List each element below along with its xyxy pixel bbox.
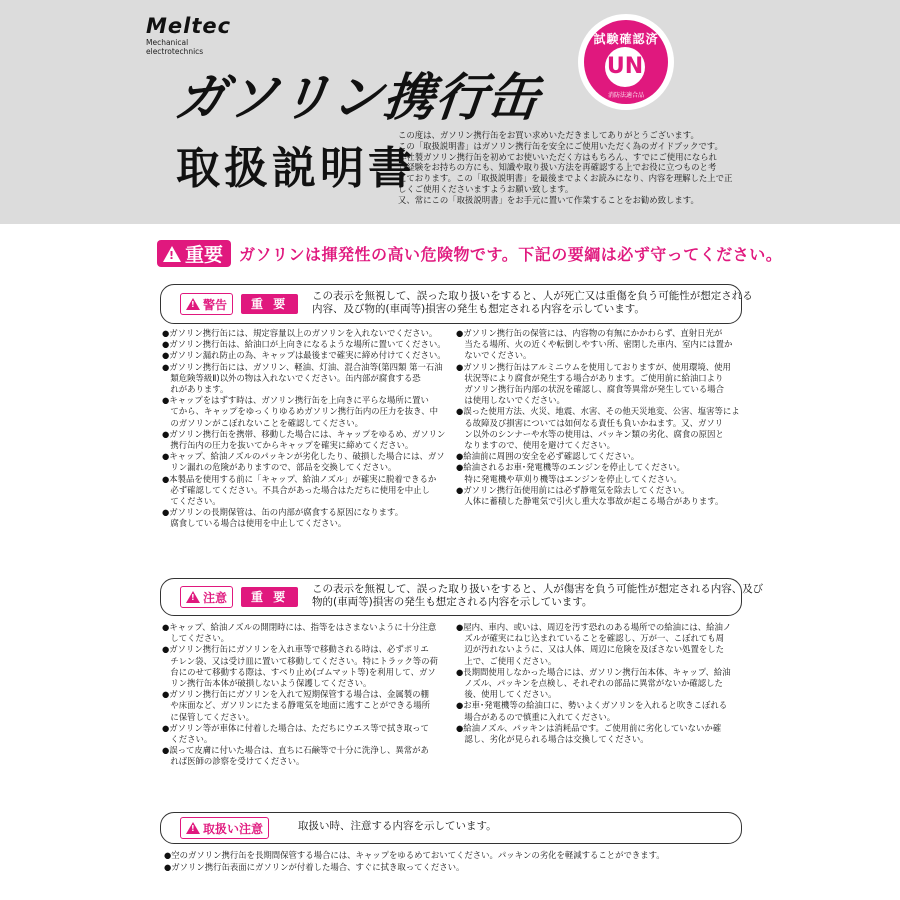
list-item: 類危険等級Ⅱ)以外の物は入れないでください。缶内部が腐食する恐: [162, 372, 421, 383]
list-item: ●空のガソリン携行缶を長期間保管する場合には、キャップをゆるめておいてください。パッキンの劣化を軽減することができます。: [164, 850, 665, 860]
list-item: 当たる場所、火の近くや転倒しやすい所、密閉した車内、室内には置か: [456, 339, 733, 350]
important-banner: [157, 240, 782, 267]
list-item: る故障及び損害については如何なる責任も負いかねます。又、ガソリ: [456, 417, 724, 428]
list-item: ノズル、パッキンを点検し、それぞれの部品に異常がないか確認した: [456, 678, 723, 689]
list-item: ●ガソリン携行缶使用前には必ず静電気を除去してください。: [456, 484, 690, 495]
list-item: ガソリン携行缶内部の状況を確認し、腐食等異常が発生している場合: [456, 384, 724, 395]
list-item: ●ガソリン携行缶は、給油口が上向きになるような場所に置いてください。: [162, 339, 446, 350]
caution-description: [312, 583, 763, 609]
caution-triangle-icon: [186, 591, 200, 603]
list-item: ●ガソリン漏れ防止の為、キャップは最後まで確実に締め付けてください。: [162, 350, 446, 361]
list-item: リン漏れの危険がありますので、部品を交換してください。: [162, 462, 397, 473]
list-item: ン以外のシンナーや水等の使用は、パッキン類の劣化、腐食の原因と: [456, 428, 724, 439]
badge-top-text: 試験確認済: [593, 32, 659, 46]
list-item: ●ガソリンの長期保管は、缶の内部が腐食する原因になります。: [162, 507, 404, 518]
list-item: に保管してください。: [162, 711, 255, 722]
caution-tag: 重 要: [241, 587, 298, 607]
important-text: ガソリンは揮発性の高い危険物です。下記の要綱は必ず守ってください。: [239, 245, 783, 264]
caution-desc-line: 物的(車両等)損害の発生も想定される内容を示しています。: [312, 596, 593, 608]
list-item: や床面など、ガソリンにたまる静電気を地面に逃すことができる場所: [162, 700, 430, 711]
caution-desc-line: この表示を無視して、誤った取り扱いをすると、人が傷害を負う可能性が想定される内容、及び: [312, 583, 764, 595]
warning-label-group: [180, 293, 298, 315]
list-item: ●ガソリン携行缶には、ガソリン、軽油、灯油、混合油等(第四類 第一石油: [162, 361, 443, 372]
list-item: 場合があるので慎重に入れてください。: [456, 711, 616, 722]
intro-line: この度は、ガソリン携行缶をお買い求めいただきましてありがとうございます。: [398, 130, 699, 140]
handling-label: [180, 817, 269, 839]
list-item: ●ガソリン携行缶には、規定容量以上のガソリンを入れないでください。: [162, 328, 438, 338]
list-item: ●本製品を使用する前に「キャップ、給油ノズル」が確実に脱着できるか: [162, 473, 437, 484]
warning-desc-line: この表示を無視して、誤った取り扱いをすると、人が死亡又は重傷を負う可能性が想定される: [312, 290, 753, 302]
list-item: ●ガソリン携行缶の保管には、内容物の有無にかかわらず、直射日光が: [456, 328, 723, 338]
list-item: は使用しないでください。: [456, 395, 565, 406]
list-item: ●ガソリン携行缶表面にガソリンが付着した場合、すぐに拭き取ってください。: [164, 862, 465, 872]
list-item: 人体に蓄積した静電気で引火し重大な事故が起こる場合があります。: [456, 496, 724, 507]
warning-desc-line: 内容、及び物的(車両等)損害の発生も想定される内容を示しています。: [312, 303, 645, 315]
caution-label-text: 注意: [203, 590, 228, 605]
list-item: てから、キャップをゆっくりゆるめガソリン携行缶内の圧力を抜き、中: [162, 406, 438, 417]
warning-description: [312, 290, 753, 316]
intro-line: 弊社製ガソリン携行缶を初めてお使いいただく方はもちろん、すでにご使用になられ: [398, 151, 718, 162]
warning-left-column: [162, 328, 452, 530]
badge-bottom-text: 消防法適合品: [607, 92, 644, 99]
brand-sub-2: electrotechnics: [146, 47, 204, 56]
list-item: 台にのせて移動する際は、すべり止め(ゴムマット等)を利用して、ガソ: [162, 666, 436, 677]
list-item: 腐食している場合は使用を中止してください。: [162, 518, 347, 529]
warning-tag: 重 要: [241, 294, 298, 314]
intro-line: この「取扱説明書」はガソリン携行缶を安全にご使用いただく為のガイドブックです。: [398, 140, 723, 151]
intro-text: [398, 130, 743, 206]
list-item: 上で、ご使用ください。: [456, 655, 557, 666]
intro-line: しくご使用くださいますようお願い致します。: [398, 183, 574, 194]
page-title: ガソリン携行缶: [172, 69, 543, 128]
warning-label-text: 警告: [203, 297, 228, 312]
list-item: ●給油されるお車･発電機等のエンジンを停止してください。: [456, 462, 685, 473]
list-item: 辺が汚れないように、又は人体、周辺に危険を及ぼさない処置をした: [456, 644, 724, 655]
list-item: ●誤った使用方法、火災、地震、水害、その他天災地変、公害、塩害等によ: [456, 406, 740, 417]
list-item: れば医師の診察を受けてください。: [162, 756, 305, 767]
list-item: ●ガソリン携行缶を携帯、移動した場合には、キャップをゆるめ、ガソリン: [162, 428, 446, 439]
brand-sub-1: Mechanical: [146, 38, 189, 47]
list-item: 認し、劣化が見られる場合は交換してください。: [456, 734, 649, 745]
list-item: ないでください。: [456, 350, 532, 361]
list-item: ●キャップ、給油ノズルのパッキンが劣化したり、破損した場合には、ガソ: [162, 451, 445, 462]
page-subtitle: 取扱説明書: [176, 143, 416, 194]
list-item: 後、使用してください。: [456, 689, 557, 700]
warning-right-column: [456, 328, 746, 507]
caution-left-column: [162, 622, 452, 768]
list-item: ●長期間使用しなかった場合には、ガソリン携行缶本体、キャップ、給油: [456, 666, 731, 677]
list-item: ●キャップ、給油ノズルの開閉時には、指等をはさまないように十分注意: [162, 622, 437, 632]
caution-label-group: [180, 586, 298, 608]
important-badge: [157, 240, 231, 267]
brand-logo: [146, 14, 231, 56]
list-item: リン携行缶本体が破損しないよう保護してください。: [162, 678, 372, 689]
un-mark: UN: [605, 47, 645, 87]
handling-label-group: [180, 817, 269, 839]
list-item: ●給油ノズル、パッキンは消耗品です。ご使用前に劣化していないか確: [456, 722, 722, 733]
intro-line: た経験をお持ちの方にも、知識や取り扱い方法を再確認する上でお役に立つものと考: [398, 162, 717, 173]
list-item: ●屋内、車内、或いは、周辺を汚す恐れのある場所での給油には、給油ノ: [456, 622, 732, 632]
caution-right-column: [456, 622, 746, 745]
important-label: 重要: [185, 244, 224, 266]
caution-label: [180, 586, 233, 608]
list-item: ください。: [162, 734, 213, 745]
list-item: てください。: [162, 496, 221, 507]
list-item: なりますので、使用を避けてください。: [456, 440, 615, 451]
list-item: ●キャップをはずす時は、ガソリン携行缶を上向きに平らな場所に置い: [162, 395, 429, 406]
brand-name: Meltec: [146, 14, 232, 38]
list-item: 必ず確認してください。不具合があった場合はただちに使用を中止し: [162, 484, 430, 495]
badge-circle: [584, 20, 668, 104]
handling-triangle-icon: [186, 822, 200, 834]
list-item: 携行缶内の圧力を抜いてからキャップを確実に締めてください。: [162, 440, 414, 451]
certification-badge: [578, 14, 674, 110]
warning-triangle-icon: [186, 298, 200, 310]
list-item: 状況等により腐食が発生する場合があります。ご使用前に給油口より: [456, 372, 724, 383]
list-item: ●ガソリン携行缶にガソリンを入れ車等で移動される時は、必ずポリエ: [162, 644, 429, 655]
intro-line: えております。この「取扱説明書」を最後までよくお読みになり、内容を理解した上で正: [398, 173, 733, 184]
list-item: ●ガソリン等が車体に付着した場合は、ただちにウエス等で拭き取って: [162, 722, 429, 733]
list-item: チレン袋、又は受け皿に置いて移動してください。特にトラック等の荷: [162, 655, 438, 666]
handling-label-text: 取扱い注意: [203, 821, 264, 836]
list-item: れがあります。: [162, 384, 229, 395]
list-item: 特に発電機や草刈り機等はエンジンを停止してください。: [456, 473, 682, 484]
list-item: してください。: [162, 633, 229, 644]
handling-description: [298, 820, 497, 833]
handling-desc-line: 取扱い時、注意する内容を示しています。: [298, 820, 497, 832]
handling-notes: [164, 849, 665, 873]
list-item: ●ガソリン携行缶にガソリンを入れて短期保管する場合は、金属製の棚: [162, 689, 429, 700]
list-item: のガソリンがこぼれないことを確認してください。: [162, 417, 363, 428]
list-item: ●ガソリン携行缶はアルミニウムを使用しておりますが、使用環境、使用: [456, 361, 731, 372]
list-item: ●誤って皮膚に付いた場合は、直ちに石鹸等で十分に洗浄し、異常があ: [162, 745, 429, 756]
warning-triangle-icon: [163, 246, 181, 262]
list-item: ●お車･発電機等の給油口に、勢いよくガソリンを入れると吹きこぼれる: [456, 700, 728, 711]
list-item: ●給油前に周囲の安全を必ず確認してください。: [456, 451, 640, 462]
list-item: ズルが確実にねじ込まれていることを確認し、万が一、こぼれても周: [456, 633, 724, 644]
intro-line: 又、常にこの「取扱説明書」をお手元に置いて作業することをお勧め致します。: [398, 194, 699, 205]
warning-label: [180, 293, 233, 315]
